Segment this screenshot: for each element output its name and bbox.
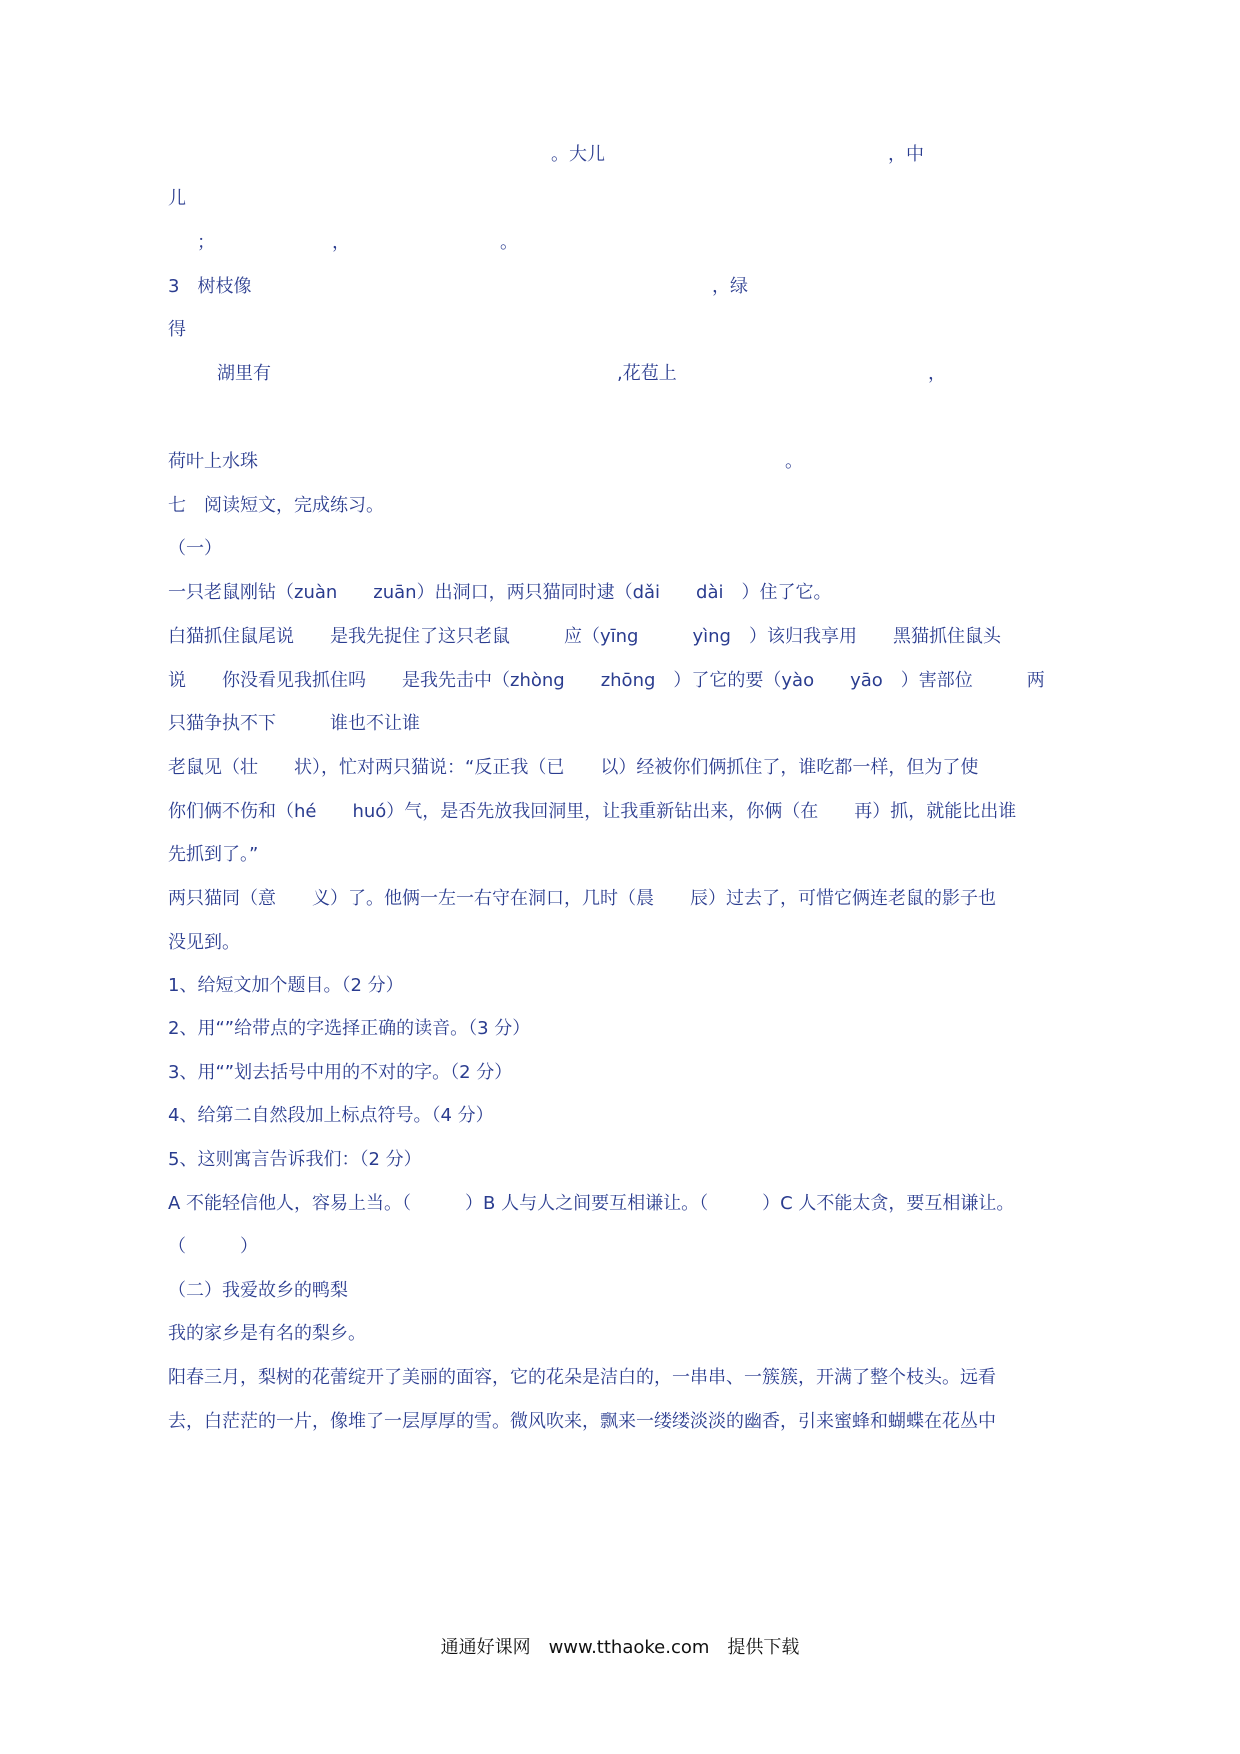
story-paragraph-3-line-2: 你们俩不伤和（hé huó）气，是否先放我回洞里，让我重新钻出来，你俩（在 再）抓，就能比出谁 xyxy=(168,801,1017,822)
question-3: 3、用“”划去括号中用的不对的字。（2 分） xyxy=(168,1062,513,1083)
story-paragraph-2-line-3: 只猫争执不下 谁也不让谁 xyxy=(168,713,420,734)
fill-line-5: 得 xyxy=(168,319,186,340)
story-paragraph-3-line-3: 先抓到了。” xyxy=(168,844,259,865)
question-1: 1、给短文加个题目。（2 分） xyxy=(168,975,404,996)
section-heading: 七 阅读短文，完成练习。 xyxy=(168,495,384,516)
fill-line-3a: ； xyxy=(197,232,215,253)
story-paragraph-1: 一只老鼠刚钻（zuàn zuān）出洞口，两只猫同时逮（dǎi dài ）住了它。 xyxy=(168,582,832,603)
part2-label: （二）我爱故乡的鸭梨 xyxy=(168,1280,348,1301)
part1-label: （一） xyxy=(168,538,222,559)
story-paragraph-2-line-1: 白猫抓住鼠尾说 是我先捉住了这只老鼠 应（yīng yìng ）该归我享用 黑猫抓住鼠头 xyxy=(168,626,1001,647)
question-4: 4、给第二自然段加上标点符号。（4 分） xyxy=(168,1105,494,1126)
answer-options-line-2: （ ） xyxy=(168,1236,258,1257)
fill-line-1b: ，中 xyxy=(888,144,924,165)
page-footer: 通通好课网 www.tthaoke.com 提供下载 xyxy=(440,1637,800,1658)
part2-paragraph-2-line-2: 去，白茫茫的一片，像堆了一层厚厚的雪。微风吹来，飘来一缕缕淡淡的幽香，引来蜜蜂和蝴蝶在花丛中 xyxy=(168,1411,996,1432)
fill-line-4a: 3 树枝像 xyxy=(168,276,252,297)
part2-paragraph-2-line-1: 阳春三月，梨树的花蕾绽开了美丽的面容，它的花朵是洁白的，一串串、一簇簇，开满了整个枝头。远看 xyxy=(168,1367,996,1388)
story-paragraph-4-line-2: 没见到。 xyxy=(168,932,240,953)
question-5: 5、这则寓言告诉我们：（2 分） xyxy=(168,1149,422,1170)
fill-line-2: 儿 xyxy=(168,188,186,209)
story-paragraph-2-line-2: 说 你没看见我抓住吗 是我先击中（zhòng zhōng ）了它的要（yào yāo ）害部位 两 xyxy=(168,670,1045,691)
fill-line-6c: ， xyxy=(928,363,946,384)
fill-line-6a: 湖里有 xyxy=(217,363,271,384)
fill-line-3b: ， xyxy=(332,232,350,253)
question-2: 2、用“”给带点的字选择正确的读音。（3 分） xyxy=(168,1018,531,1039)
fill-line-1a: 。大儿 xyxy=(551,144,605,165)
part2-paragraph-1: 我的家乡是有名的梨乡。 xyxy=(168,1323,366,1344)
fill-line-7a: 荷叶上水珠 xyxy=(168,451,258,472)
story-paragraph-4-line-1: 两只猫同（意 义）了。他俩一左一右守在洞口，几时（晨 辰）过去了，可惜它俩连老鼠的影子也 xyxy=(168,888,996,909)
fill-line-6b: ,花苞上 xyxy=(617,363,677,384)
fill-line-3c: 。 xyxy=(500,232,518,253)
fill-line-4b: ，绿 xyxy=(712,276,748,297)
answer-options-line-1: A 不能轻信他人，容易上当。（ ）B 人与人之间要互相谦让。（ ）C 人不能太贪，要互相谦让。 xyxy=(168,1193,1015,1214)
story-paragraph-3-line-1: 老鼠见（壮 状），忙对两只猫说：“反正我（已 以）经被你们俩抓住了，谁吃都一样，但为了使 xyxy=(168,757,979,778)
fill-line-7b: 。 xyxy=(785,451,803,472)
